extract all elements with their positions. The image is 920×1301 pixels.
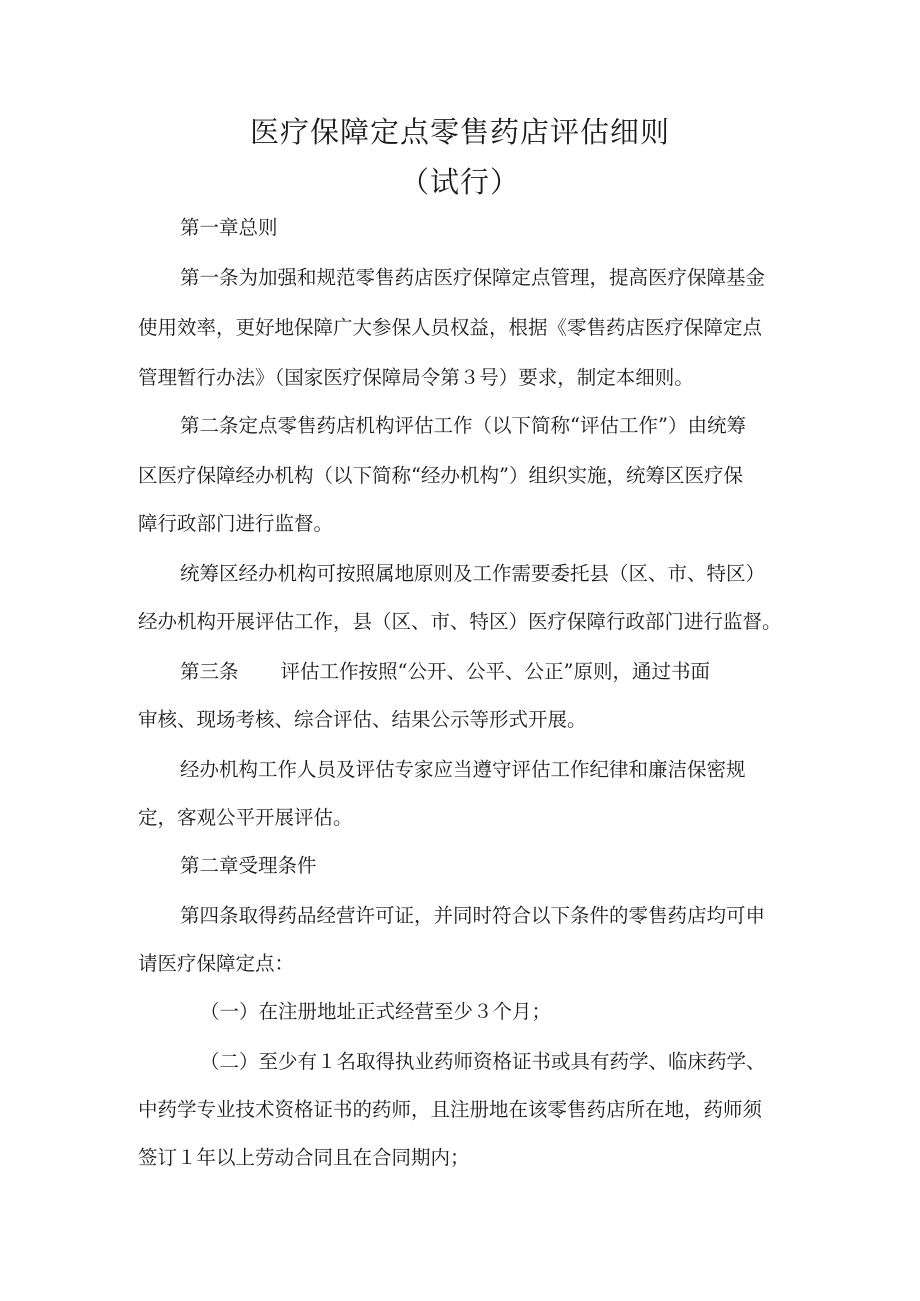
article-2-line-1: 第二条定点零售药店机构评估工作（以下简称“评估工作”）由统筹 xyxy=(180,414,746,437)
article-3-para-2-line-1: 经办机构工作人员及评估专家应当遵守评估工作纪律和廉洁保密规 xyxy=(180,758,746,781)
article-4-item-2-line-2: 中药学专业技术资格证书的药师，且注册地在该零售药店所在地，药师须 xyxy=(138,1098,763,1121)
chapter-2-heading: 第二章受理条件 xyxy=(180,854,317,877)
article-3-text: 评估工作按照“公开、公平、公正”原则，通过书面 xyxy=(280,660,710,683)
article-4-item-2-line-1: （二）至少有１名取得执业药师资格证书或具有药学、临床药学、 xyxy=(200,1050,766,1073)
document-title: 医疗保障定点零售药店评估细则 xyxy=(249,115,670,149)
article-3-line-1 xyxy=(180,662,710,682)
article-1-line-3: 管理暂行办法》（国家医疗保障局令第３号）要求，制定本细则。 xyxy=(138,366,694,389)
article-4-line-1: 第四条取得药品经营许可证，并同时符合以下条件的零售药店均可申 xyxy=(180,904,766,927)
article-4-line-2: 请医疗保障定点： xyxy=(138,952,295,975)
article-3-para-2-line-2: 定，客观公平开展评估。 xyxy=(138,806,353,829)
article-1-line-2: 使用效率，更好地保障广大参保人员权益，根据《零售药店医疗保障定点 xyxy=(138,316,763,339)
article-2-para-2-line-2: 经办机构开展评估工作，县（区、市、特区）医疗保障行政部门进行监督。 xyxy=(138,610,782,633)
article-4-item-1: （一）在注册地址正式经营至少３个月； xyxy=(200,1000,552,1023)
chapter-1-heading: 第一章总则 xyxy=(180,216,278,239)
article-3-line-2: 审核、现场考核、综合评估、结果公示等形式开展。 xyxy=(138,708,587,731)
article-4-item-2-line-3: 签订１年以上劳动合同且在合同期内； xyxy=(138,1146,470,1169)
document-subtitle: （试行） xyxy=(399,165,520,199)
article-2-para-2-line-1: 统筹区经办机构可按照属地原则及工作需要委托县（区、市、特区） xyxy=(180,562,766,585)
article-2-line-2: 区医疗保障经办机构（以下简称“经办机构”）组织实施，统筹区医疗保 xyxy=(138,464,743,487)
article-2-line-3: 障行政部门进行监督。 xyxy=(138,512,334,535)
article-1-line-1: 第一条为加强和规范零售药店医疗保障定点管理，提高医疗保障基金 xyxy=(180,266,766,289)
article-3-label: 第三条 xyxy=(180,660,239,683)
